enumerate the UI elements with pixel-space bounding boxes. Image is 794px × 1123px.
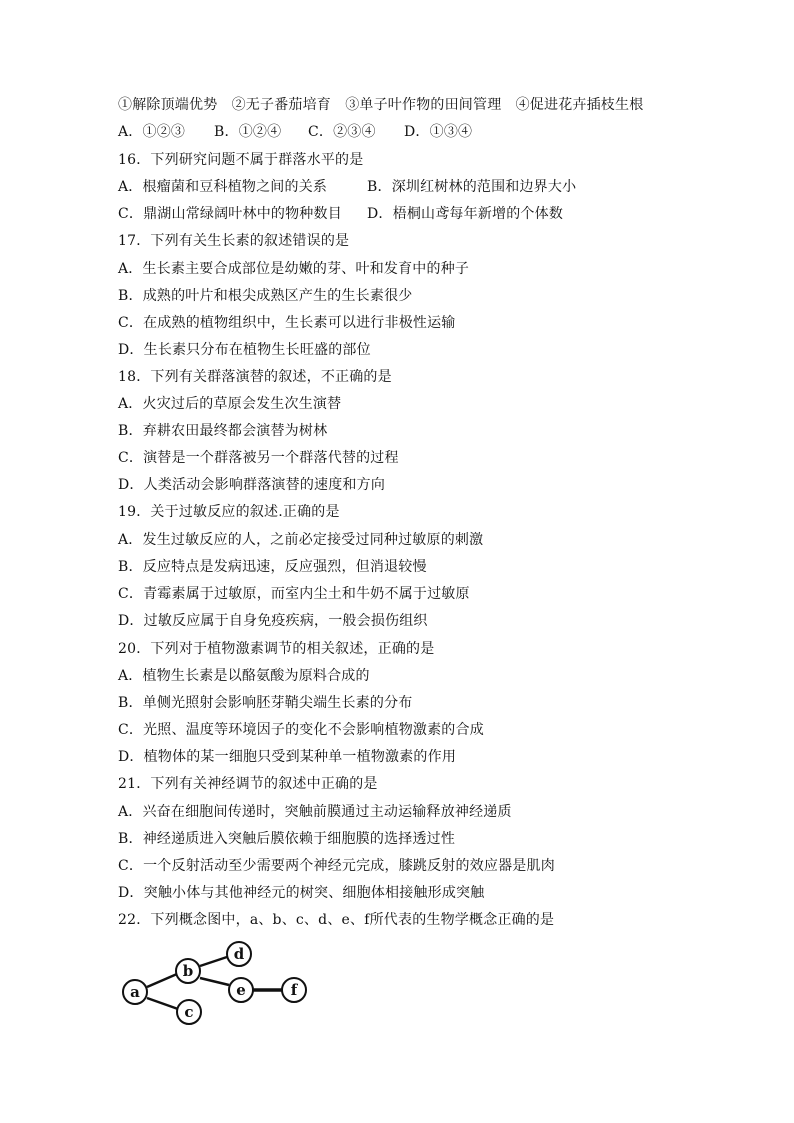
- q18-option-a: A．火灾过后的草原会发生次生演替: [118, 396, 342, 412]
- q19-option-c: C．青霉素属于过敏原，而室内尘土和牛奶不属于过敏原: [118, 586, 470, 602]
- q21-option-a: A．兴奋在细胞间传递时，突触前膜通过主动运输释放神经递质: [118, 804, 512, 820]
- node-f-label: f: [290, 981, 298, 999]
- q17-stem: 17．下列有关生长素的叙述错误的是: [118, 233, 350, 249]
- concept-map-links: [147, 957, 282, 1009]
- q18-option-d: D．人类活动会影响群落演替的速度和方向: [118, 477, 386, 493]
- q20-stem: 20．下列对于植物激素调节的相关叙述，正确的是: [118, 641, 435, 657]
- q17-option-d: D．生长素只分布在植物生长旺盛的部位: [118, 342, 371, 358]
- q18-stem: 18．下列有关群落演替的叙述，不正确的是: [118, 369, 392, 385]
- q19-option-a: A．发生过敏反应的人，之前必定接受过同种过敏原的刺激: [118, 532, 484, 548]
- q20-option-a: A．植物生长素是以酪氨酸为原料合成的: [118, 668, 370, 684]
- q21-option-c: C．一个反射活动至少需要两个神经元完成，膝跳反射的效应器是肌肉: [118, 858, 555, 874]
- q19-option-d: D．过敏反应属于自身免疫疾病，一般会损伤组织: [118, 613, 428, 629]
- node-b-label: b: [182, 962, 194, 980]
- q16-option-c: C．鼎湖山常绿阔叶林中的物种数目: [118, 206, 342, 222]
- q18-option-b: B．弃耕农田最终都会演替为树林: [118, 423, 328, 439]
- node-e-label: e: [236, 981, 246, 999]
- link-a-b: [147, 974, 177, 987]
- node-d-label: d: [233, 945, 245, 963]
- q16-options-row1: [118, 178, 576, 196]
- node-a-label: a: [130, 983, 140, 1001]
- q16-option-a: A．根瘤菌和豆科植物之间的关系: [118, 179, 328, 195]
- q19-stem: 19．关于过敏反应的叙述.正确的是: [118, 504, 340, 520]
- q15-option-c: C．②③④: [308, 124, 376, 140]
- q18-option-c: C．演替是一个群落被另一个群落代替的过程: [118, 450, 399, 466]
- q15-option-d: D．①③④: [404, 124, 473, 140]
- concept-map-diagram: [116, 940, 316, 1030]
- q15-option-a: A．①②③: [118, 124, 186, 140]
- q21-option-b: B．神经递质进入突触后膜依赖于细胞膜的选择透过性: [118, 831, 456, 847]
- q17-option-a: A．生长素主要合成部位是幼嫩的芽、叶和发育中的种子: [118, 261, 470, 277]
- q21-stem: 21．下列有关神经调节的叙述中正确的是: [118, 776, 378, 792]
- q15-option-b: B．①②④: [214, 124, 282, 140]
- q16-options-row2: [118, 205, 563, 223]
- q20-option-b: B．单侧光照射会影响胚芽鞘尖端生长素的分布: [118, 695, 413, 711]
- link-a-c: [147, 998, 178, 1009]
- q21-option-d: D．突触小体与其他神经元的树突、细胞体相接触形成突触: [118, 885, 485, 901]
- q20-option-c: C．光照、温度等环境因子的变化不会影响植物激素的合成: [118, 722, 484, 738]
- link-b-d: [200, 957, 227, 966]
- q22-stem: 22．下列概念图中，a、b、c、d、e、f所代表的生物学概念正确的是: [118, 912, 555, 928]
- q16-option-d: D．梧桐山鸢每年新增的个体数: [367, 206, 564, 222]
- q16-option-b: B．深圳红树林的范围和边界大小: [367, 179, 577, 195]
- q19-option-b: B．反应特点是发病迅速，反应强烈，但消退较慢: [118, 559, 427, 575]
- q15-statement: ①解除顶端优势 ②无子番茄培育 ③单子叶作物的田间管理 ④促进花卉插枝生根: [118, 97, 644, 113]
- link-b-e: [200, 978, 229, 985]
- q16-stem: 16．下列研究问题不属于群落水平的是: [118, 152, 364, 168]
- node-c-label: c: [184, 1003, 194, 1021]
- q17-option-c: C．在成熟的植物组织中，生长素可以进行非极性运输: [118, 315, 456, 331]
- q20-option-d: D．植物体的某一细胞只受到某种单一植物激素的作用: [118, 749, 457, 765]
- q17-option-b: B．成熟的叶片和根尖成熟区产生的生长素很少: [118, 288, 413, 304]
- q15-options: [118, 123, 472, 141]
